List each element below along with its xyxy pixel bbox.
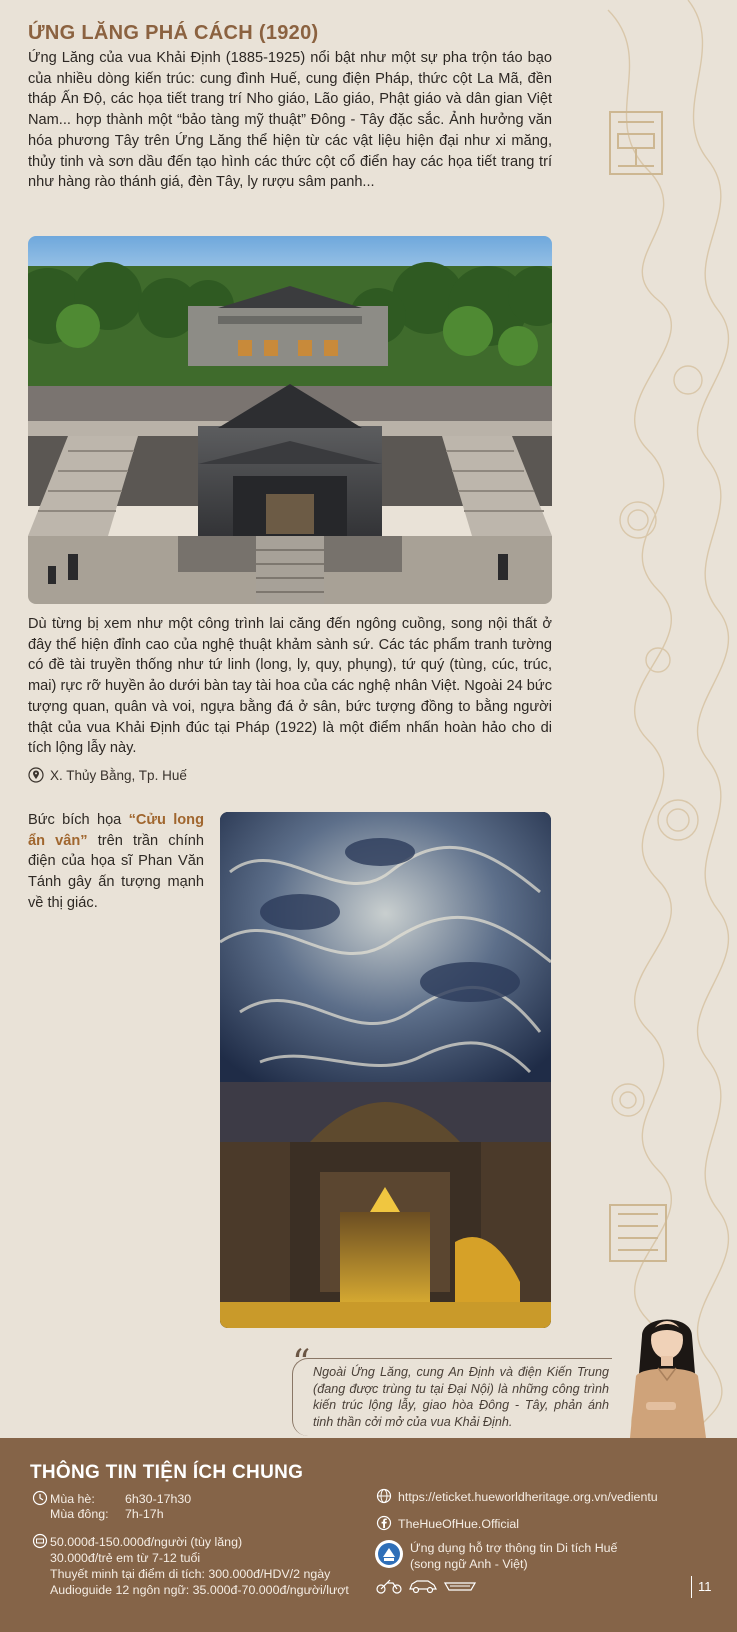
ticket-icon bbox=[32, 1533, 48, 1549]
mausoleum-exterior-photo bbox=[28, 236, 552, 604]
location-line bbox=[28, 767, 187, 783]
boat-icon bbox=[444, 1580, 476, 1592]
location-text: X. Thủy Bằng, Tp. Huế bbox=[50, 767, 187, 783]
car-icon bbox=[408, 1578, 438, 1594]
summer-label: Mùa hè: bbox=[50, 1492, 95, 1506]
website-link[interactable]: https://eticket.hueworldheritage.org.vn/vedientu bbox=[398, 1490, 658, 1504]
motorbike-icon bbox=[376, 1578, 402, 1594]
price-line-2: 30.000đ/trẻ em từ 7-12 tuổi bbox=[50, 1551, 201, 1565]
summer-hours: 6h30-17h30 bbox=[125, 1492, 192, 1506]
price-line-4: Audioguide 12 ngôn ngữ: 35.000đ-70.000đ/người/lượt bbox=[50, 1583, 349, 1597]
caption-highlight: “Cửu long ẩn vân” bbox=[28, 812, 204, 849]
winter-hours: 7h-17h bbox=[125, 1507, 164, 1521]
price-line-1: 50.000đ-150.000đ/người (tùy lăng) bbox=[50, 1535, 243, 1549]
location-pin-icon bbox=[28, 767, 44, 783]
caption-before: Bức bích họa bbox=[28, 812, 129, 828]
guide-quote: Ngoài Ứng Lăng, cung An Định và điện Kiến Trung (đang được trùng tu tại Đại Nội) là những công trình kiến trúc lộng lẫy, giao hòa Đông - Tây, phản ánh tinh thần cởi mở của vua Khải Định. bbox=[313, 1365, 609, 1429]
app-line-2: (song ngữ Anh - Việt) bbox=[410, 1557, 528, 1571]
quote-icon: “ bbox=[292, 1343, 311, 1384]
winter-label: Mùa đông: bbox=[50, 1507, 109, 1521]
section-title: ỨNG LĂNG PHÁ CÁCH (1920) bbox=[28, 22, 319, 44]
app-badge-icon[interactable] bbox=[374, 1539, 404, 1569]
ornament-pattern bbox=[588, 0, 737, 1438]
facebook-icon bbox=[376, 1515, 392, 1531]
facebook-link[interactable]: TheHueOfHue.Official bbox=[398, 1517, 519, 1531]
footer-title: THÔNG TIN TIỆN ÍCH CHUNG bbox=[30, 1462, 304, 1483]
globe-icon bbox=[376, 1488, 392, 1504]
price-line-3: Thuyết minh tại điểm di tích: 300.000đ/HDV/2 ngày bbox=[50, 1567, 331, 1581]
ceiling-fresco-photo bbox=[220, 812, 551, 1328]
app-line-1: Ứng dụng hỗ trợ thông tin Di tích Huế bbox=[410, 1541, 618, 1555]
intro-paragraph: Ứng Lăng của vua Khải Định (1885-1925) nổi bật như một sự pha trộn táo bạo của nhiều dòng kiến trúc: cung đình Huế, cung điện Pháp, thức cột La Mã, đền tháp Ấn Độ, các họa tiết trang trí Nho giáo, Lão giáo, Phật giáo và dân gian Việt Nam... hợp thành một “bảo tàng mỹ thuật” Đông - Tây đặc sắc. Ảnh hưởng văn hóa phương Tây trên Ứng Lăng thể hiện từ các vật liệu hiện đại như xi măng, thủy tinh và sơn dầu đến tạo hình các thức cột cổ điển hay các họa tiết trang trí như hàng rào thánh giá, đèn Tây, ly rượu sâm panh... bbox=[28, 50, 552, 191]
info-footer bbox=[0, 1438, 737, 1632]
page-number: 11 bbox=[691, 1576, 712, 1598]
body-paragraph: Dù từng bị xem như một công trình lai căng đến ngông cuồng, song nội thất ở đây thể hiện đỉnh cao của nghệ thuật khảm sành sứ. Các tác phẩm tranh tường có đề tài truyền thống như tứ linh (long, ly, quy, phụng), tứ quý (tùng, cúc, trúc, mai) rực rỡ huyền ảo dưới bàn tay tài hoa của các nghệ nhân Việt. Ngoài 24 bức tượng quan, quân và voi, ngựa bằng đá ở sân, bức tượng đồng to bằng người thật của vua Khải Định đúc tại Pháp (1922) là một điểm nhấn hoàn hảo cho di tích lộng lẫy này. bbox=[28, 616, 552, 757]
caption-after: trên trần chính điện của họa sĩ Phan Văn Tánh gây ấn tượng mạnh về thị giác. bbox=[28, 832, 204, 911]
fresco-caption bbox=[28, 810, 204, 914]
tour-guide-avatar bbox=[612, 1306, 722, 1438]
clock-icon bbox=[32, 1490, 48, 1506]
